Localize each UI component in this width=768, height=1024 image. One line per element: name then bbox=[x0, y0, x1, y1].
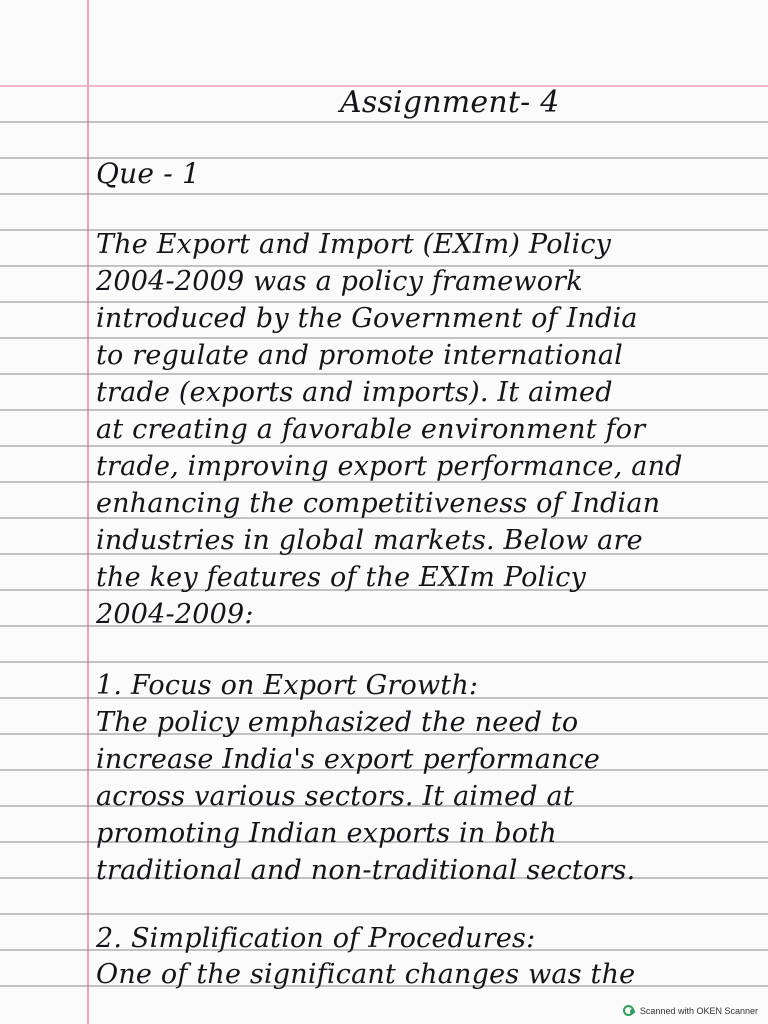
intro-line: The Export and Import (EXIm) Policy bbox=[96, 229, 612, 260]
intro-line: 2004-2009: bbox=[96, 599, 254, 630]
section-1-line: promoting Indian exports in both bbox=[96, 818, 557, 849]
assignment-title: Assignment- 4 bbox=[340, 85, 560, 120]
section-1-line: traditional and non-traditional sectors. bbox=[96, 855, 636, 886]
section-2-line: One of the significant changes was the bbox=[96, 959, 636, 990]
scanner-label: Scanned with OKEN Scanner bbox=[639, 1005, 758, 1016]
intro-line: enhancing the competitiveness of Indian bbox=[96, 488, 661, 519]
intro-line: trade (exports and imports). It aimed bbox=[96, 377, 613, 408]
intro-line: trade, improving export performance, and bbox=[96, 451, 683, 482]
section-1-line: The policy emphasized the need to bbox=[96, 707, 579, 738]
scanner-footer bbox=[623, 1005, 758, 1016]
intro-line: industries in global markets. Below are bbox=[96, 525, 643, 556]
intro-line: at creating a favorable environment for bbox=[96, 414, 646, 445]
intro-line: to regulate and promote international bbox=[96, 340, 623, 371]
section-1-heading: 1. Focus on Export Growth: bbox=[96, 670, 479, 701]
scanner-logo-icon bbox=[623, 1005, 634, 1016]
section-1-line: increase India's export performance bbox=[96, 744, 601, 775]
section-2-heading: 2. Simplification of Procedures: bbox=[96, 923, 536, 954]
question-label: Que - 1 bbox=[96, 157, 201, 190]
intro-line: the key features of the EXIm Policy bbox=[96, 562, 586, 593]
section-1-line: across various sectors. It aimed at bbox=[96, 781, 574, 812]
intro-line: 2004-2009 was a policy framework bbox=[96, 266, 583, 297]
intro-line: introduced by the Government of India bbox=[96, 303, 638, 334]
